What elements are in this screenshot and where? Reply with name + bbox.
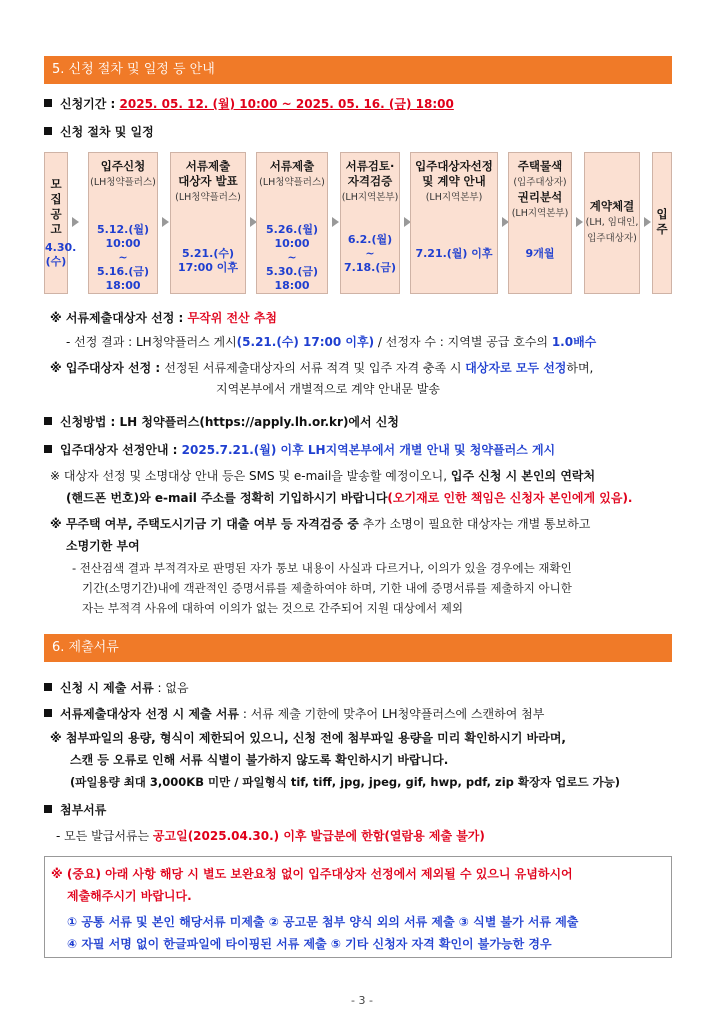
item1-value: : 없음: [153, 681, 189, 695]
flow-step-box: [88, 152, 158, 294]
selection-notice: [44, 442, 555, 458]
caution1-d: (오기재로 인한 책임은 신청자 본인에게 있음).: [387, 491, 633, 505]
note2-a: 선정된 서류제출대상자의 서류 적격 및 입주 자격 충족 시: [164, 361, 466, 375]
note1-value: 무작위 전산 추첨: [187, 311, 278, 325]
selection-result-detail: [66, 334, 596, 350]
flow-step-title: [653, 207, 671, 237]
flow-step-box: [44, 152, 77, 294]
note2-b: 대상자로 모두 선정: [465, 361, 567, 375]
flow-step-date: 4.30. (수): [45, 241, 77, 268]
flow-step-title: [585, 199, 639, 246]
verification-caution-line2: 소명기한 부여: [66, 539, 140, 553]
flow-arrow-icon: [72, 217, 79, 227]
notice-value: 2025.7.21.(월) 이후 LH지역본부에서 개별 안내 및 청약플러스 게시: [181, 443, 556, 457]
flow-step-sub: (LH청약플러스): [90, 177, 156, 188]
flow-step-box: [170, 152, 246, 294]
flow-step-name: 입주신청: [100, 159, 146, 173]
submit-docs-item2: [44, 706, 544, 722]
bullet-square-icon: [44, 445, 52, 453]
contact-caution: [50, 468, 595, 484]
flow-step-box: [584, 152, 640, 294]
application-method: [44, 414, 399, 430]
flow-step-title: [171, 159, 245, 205]
caution1-b: 입주 신청 시 본인의 연락처: [450, 469, 596, 483]
flow-step-title: [89, 159, 157, 190]
flow-step-sub: (LH청약플러스): [175, 192, 241, 203]
objection-detail-3: 자는 부적격 사유에 대하여 이의가 없는 것으로 간주되어 지원 대상에서 제외: [82, 601, 463, 615]
objection-detail-1: - 전산검색 결과 부적격자로 판명된 자가 통보 내용이 사실과 다르거나, 이의가 있을 경우에는 재확인: [72, 561, 572, 575]
file-note-1: ※ 첨부파일의 용량, 형식이 제한되어 있으니, 신청 전에 첨부파일 용량을 미리 확인하시기 바라며,: [50, 731, 566, 745]
flow-step-name: 서류제출 대상자 발표: [178, 159, 238, 188]
caution2-b: 추가 소명이 필요한 대상자는 개별 통보하고: [358, 517, 591, 531]
notice-label: 입주대상자 선정안내 :: [60, 443, 182, 457]
item1-label: 신청 시 제출 서류: [60, 681, 154, 695]
flow-step-name: 서류검토· 자격검증: [345, 159, 395, 188]
flow-step-name: 모집 공고: [50, 177, 62, 236]
method-label: 신청방법 : LH 청약플러스(https://apply.lh.or.kr)에서 신청: [60, 415, 399, 429]
warning-line-4: ④ 자필 서명 없이 한글파일에 타이핑된 서류 제출 ⑤ 기타 신청자 자격 확인이 불가능한 경우: [67, 937, 552, 951]
important-warning-box: [44, 856, 672, 958]
flow-step-name: 서류제출: [269, 159, 315, 173]
bullet-square-icon: [44, 805, 52, 813]
flow-step-date: 6.2.(월) ~ 7.18.(금): [344, 233, 396, 274]
note1-detail-c: / 선정자 수 : 지역별 공급 호수의: [374, 335, 552, 349]
flow-step-name-2: 권리분석: [517, 190, 563, 204]
flow-arrow-icon: [332, 217, 339, 227]
flow-step-date: 9개월: [525, 247, 555, 260]
document-selection-note: [50, 310, 277, 326]
tenant-selection-note-line2: 지역본부에서 개별적으로 계약 안내문 발송: [216, 382, 440, 396]
bullet-square-icon: [44, 709, 52, 717]
period-label: 신청기간 :: [60, 97, 120, 111]
flow-arrow-icon: [576, 217, 583, 227]
section-5-title: 5. 신청 절차 및 일정 등 안내: [44, 56, 672, 84]
application-period: [44, 96, 454, 112]
note1-detail-b: (5.21.(수) 17:00 이후): [236, 335, 375, 349]
flow-step-box: [256, 152, 328, 294]
flow-step-box: [652, 152, 672, 294]
warning-line-1: ※ (중요) 아래 사항 해당 시 별도 보완요청 없이 입주대상자 선정에서 제외될 수 있으니 유념하시어: [51, 867, 573, 881]
flow-step-box: [508, 152, 572, 294]
flow-step-sub: (입주대상자): [513, 177, 567, 188]
submit-docs-item1: [44, 680, 189, 696]
flow-step-date: 5.21.(수) 17:00 이후: [177, 247, 239, 274]
tenant-selection-note: [50, 360, 593, 376]
warning-line-2: 제출해주시기 바랍니다.: [67, 889, 192, 903]
objection-detail-2: 기간(소명기간)내에 객관적인 증명서류를 제출하여야 하며, 기한 내에 증명서류를 제출하지 아니한: [82, 581, 572, 595]
note1-detail-d: 1.0배수: [551, 335, 597, 349]
flow-step-name: 입 주: [656, 207, 668, 236]
flow-step-date: 5.12.(월) 10:00 ~ 5.16.(금) 18:00: [97, 223, 149, 292]
flow-step-sub-2: (LH지역본부): [511, 208, 569, 219]
bullet-square-icon: [44, 683, 52, 691]
note2-label: ※ 입주대상자 선정 :: [50, 361, 165, 375]
flow-step-name: 주택물색: [517, 159, 563, 173]
flow-arrow-icon: [162, 217, 169, 227]
section-6-title: 6. 제출서류: [44, 634, 672, 662]
attach-b: 공고일(2025.04.30.) 이후 발급분에 한함(열람용 제출 불가): [152, 829, 485, 843]
flow-step-title: [257, 159, 327, 190]
procedure-heading: [44, 124, 154, 140]
warning-line-3: ① 공통 서류 및 본인 해당서류 미제출 ② 공고문 첨부 양식 외의 서류 제출 ③ 식별 불가 서류 제출: [67, 915, 579, 929]
flow-step-box: [340, 152, 400, 294]
note1-detail-a: - 선정 결과 : LH청약플러스 게시: [66, 335, 237, 349]
attachments-heading: [44, 802, 106, 818]
procedure-label: 신청 절차 및 일정: [60, 125, 154, 139]
item2-label: 서류제출대상자 선정 시 제출 서류: [60, 707, 240, 721]
bullet-square-icon: [44, 127, 52, 135]
bullet-square-icon: [44, 417, 52, 425]
attachments-note: [56, 828, 485, 844]
flow-step-sub: (LH, 임대인, 입주대상자): [585, 217, 639, 244]
flow-arrow-icon: [644, 217, 651, 227]
flow-step-name: 계약체결: [589, 199, 635, 213]
item2-value: : 서류 제출 기한에 맞추어 LH청약플러스에 스캔하여 첨부: [239, 707, 545, 721]
flow-step-sub: (LH청약플러스): [259, 177, 325, 188]
caution1-a: ※ 대상자 선정 및 소명대상 안내 등은 SMS 및 e-mail을 발송할 예정이오니,: [50, 469, 451, 483]
flow-step-name: 입주대상자선정 및 계약 안내: [415, 159, 493, 188]
flow-step-title: [411, 159, 497, 205]
page-number: - 3 -: [351, 994, 373, 1007]
flow-step-title: [509, 159, 571, 221]
flow-step-title: [45, 177, 67, 237]
contact-caution-line2: [66, 490, 633, 506]
attach-label: 첨부서류: [60, 803, 107, 817]
flow-step-date: 5.26.(월) 10:00 ~ 5.30.(금) 18:00: [266, 223, 318, 292]
caution2-a: ※ 무주택 여부, 주택도시기금 기 대출 여부 등 자격검증 중: [50, 517, 359, 531]
note1-label: ※ 서류제출대상자 선정 :: [50, 311, 188, 325]
flow-step-title: [341, 159, 399, 205]
attach-a: - 모든 발급서류는: [56, 829, 153, 843]
period-value: 2025. 05. 12. (월) 10:00 ~ 2025. 05. 16. (금) 18:00: [119, 97, 454, 111]
flow-step-box: [410, 152, 498, 294]
verification-caution: [50, 516, 590, 532]
file-note-3: (파일용량 최대 3,000KB 미만 / 파일형식 tif, tiff, jpg, jpeg, gif, hwp, pdf, zip 확장자 업로드 가능): [70, 775, 621, 789]
note2-c: 하며,: [566, 361, 594, 375]
flow-step-date: 7.21.(월) 이후: [415, 247, 493, 260]
file-note-2: 스캔 등 오류로 인해 서류 식별이 불가하지 않도록 확인하시기 바랍니다.: [70, 753, 449, 767]
caution1-c: (핸드폰 번호)와 e-mail 주소를 정확히 기입하시기 바랍니다: [66, 491, 388, 505]
flow-step-sub: (LH지역본부): [425, 192, 483, 203]
bullet-square-icon: [44, 99, 52, 107]
flow-step-sub: (LH지역본부): [341, 192, 399, 203]
